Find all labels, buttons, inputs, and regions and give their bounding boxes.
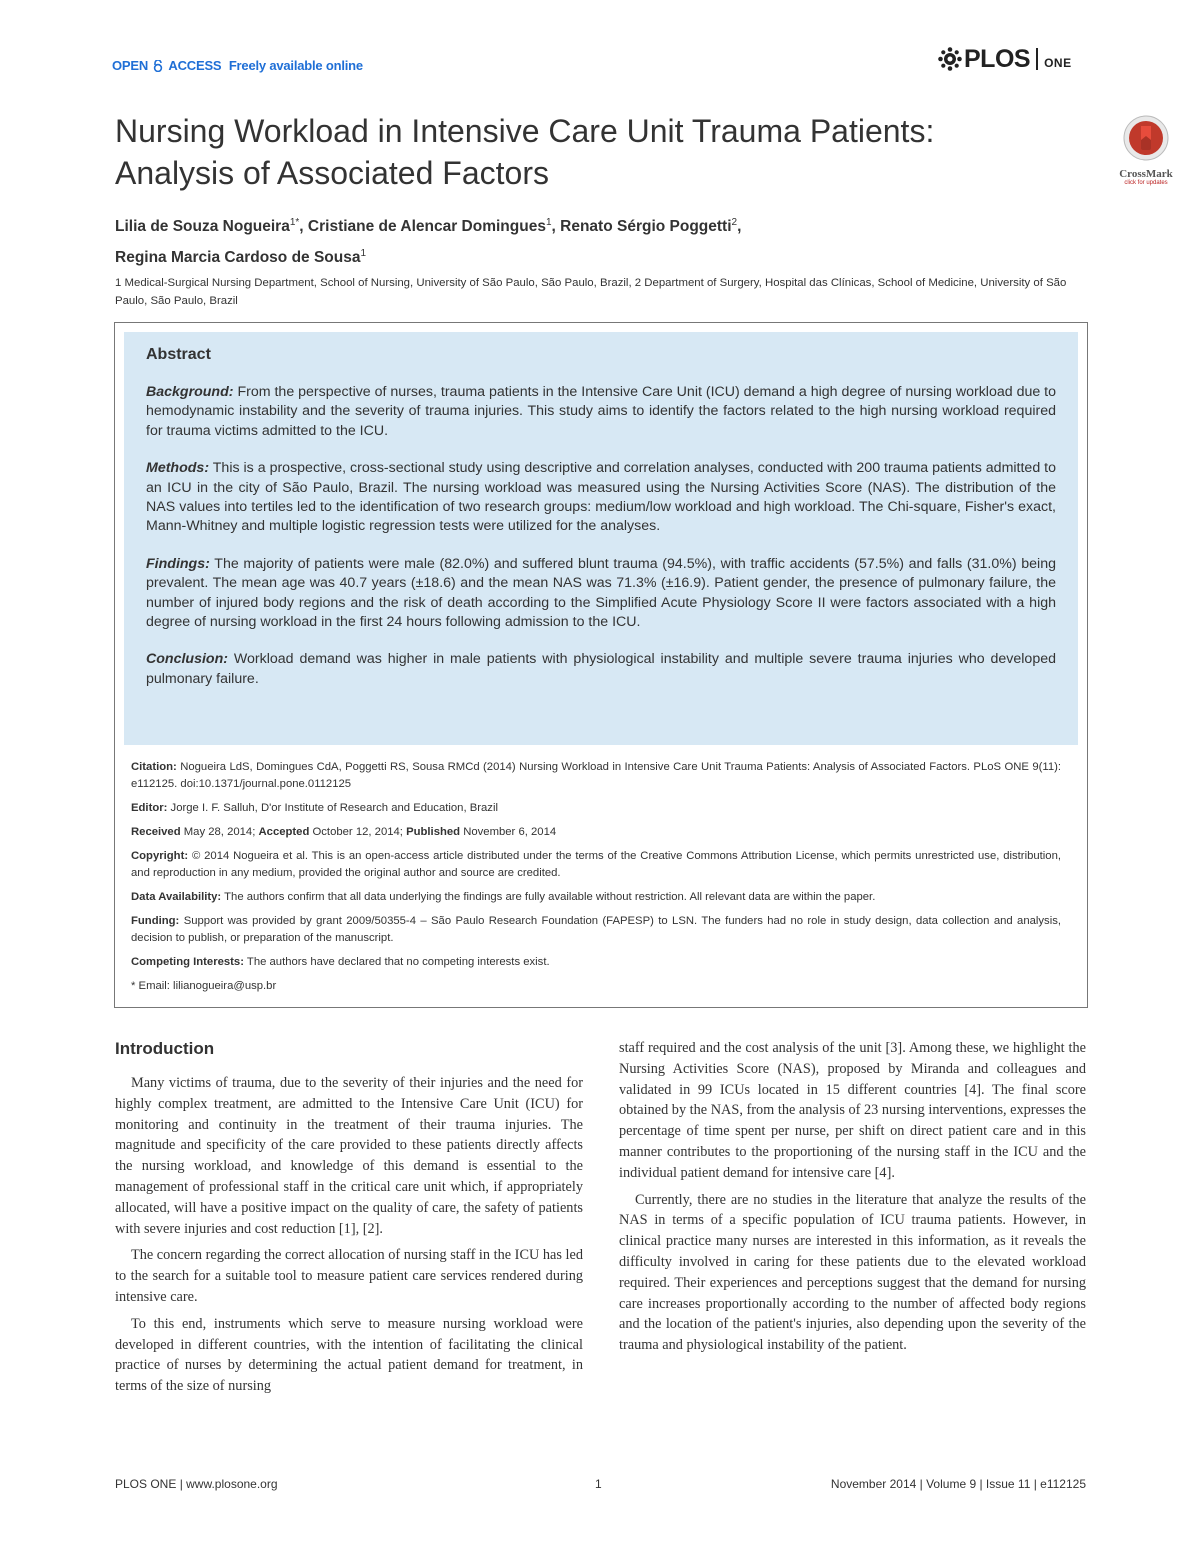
received-label: Received [131, 826, 181, 838]
logo-divider [1036, 48, 1038, 70]
article-metadata [131, 759, 1061, 1002]
accepted-date: October 12, 2014; [309, 826, 407, 838]
abstract-methods [146, 459, 1056, 537]
editor [131, 800, 1061, 817]
methods-label: Methods: [146, 460, 210, 477]
crossmark-label: CrossMark [1119, 168, 1173, 180]
author-separator: , [737, 218, 742, 236]
conclusion-text: Workload demand was higher in male patients with physiological instability and multiple severe trauma injuries who developed pulmonary failure. [146, 651, 1056, 687]
author-affiliation-sup: 1* [289, 217, 300, 228]
author-list [115, 209, 1115, 271]
body-paragraph: To this end, instruments which serve to measure nursing workload were developed in different countries, with the intention of facilitating the clinical practice of nurses by determining the actual patient demand for treatment, in terms of the size of nursing [115, 1315, 583, 1395]
crossmark-badge[interactable] [1106, 114, 1186, 186]
findings-label: Findings: [146, 555, 210, 572]
open-label: OPEN [112, 58, 149, 73]
body-paragraph: staff required and the cost analysis of the unit [3]. Among these, we highlight the Nursing Activities Score (NAS), proposed by Miranda and colleagues and validated in 99 ICUs located in 15 different countries [4]. The final score obtained by the NAS, from the analysis of 23 nursing interventions, expresses the percentage of time spent per nurse, per shift on direct patient care and in this manner contributes to the proportioning of the nursing staff in the ICU and the individual patient demand for intensive care [4]. [619, 1040, 1086, 1181]
funding-label: Funding: [131, 915, 180, 927]
introduction-heading: Introduction [115, 1039, 215, 1058]
plos-wordmark: PLOS [964, 45, 1031, 73]
author-separator: , [299, 218, 308, 236]
copyright-label: Copyright: [131, 850, 189, 862]
access-label: ACCESS [168, 58, 222, 73]
methods-text: This is a prospective, cross-sectional study using descriptive and correlation analyses, conducted with 200 trauma patients admitted to an ICU in the city of São Paulo, Brazil. The nursing workload was measured using the Nursing Activities Score (NAS). The distribution of the NAS values into tertiles led to the identification of two research groups: medium/low workload and high workload. The Chi-square, Fisher's exact, Mann-Whitney and multiple logistic regression tests were utilized for the analyses. [146, 460, 1056, 535]
body-paragraph: The concern regarding the correct allocation of nursing staff in the ICU has led to the search for a suitable tool to measure patient care services rendered during intensive care. [115, 1247, 583, 1305]
findings-text: The majority of patients were male (82.0%) and suffered blunt trauma (94.5%), with traffic accidents (57.5%) and falls (31.0%) being prevalent. The mean age was 40.7 years (±18.6) and the mean NAS was 71.3% (±16.9). Patient gender, the presence of pulmonary failure, the number of injured body regions and the risk of death according to the Simplified Acute Physiology Score II were factors associated with a high degree of nursing workload in the first 24 hours following admission to the ICU. [146, 555, 1056, 631]
article-title: Nursing Workload in Intensive Care Unit Trauma Patients: Analysis of Associated Factors [115, 113, 935, 191]
author-name[interactable]: Renato Sérgio Poggetti [560, 218, 732, 236]
competing-label: Competing Interests: [131, 956, 244, 968]
affiliations: 1 Medical-Surgical Nursing Department, School of Nursing, University of São Paulo, São Paulo, Brazil, 2 Department of Surgery, Hospital das Clínicas, School of Medicine, University of São Paulo, São Paulo, Brazil [115, 277, 1067, 307]
author-affiliation-sup: 2 [731, 217, 738, 228]
background-text: From the perspective of nurses, trauma patients in the Intensive Care Unit (ICU) demand a high degree of nursing workload due to hemodynamic instability and the severity of trauma injuries. This study aims to identify the factors related to the high nursing workload required for trauma victims admitted to the ICU. [146, 384, 1057, 439]
footer-journal[interactable]: PLOS ONE | www.plosone.org [115, 1477, 278, 1491]
abstract-heading: Abstract [146, 346, 211, 363]
dates [131, 824, 1061, 841]
data-availability [131, 889, 1061, 906]
body-paragraph: Currently, there are no studies in the literature that analyze the results of the NAS in terms of a specific population of ICU trauma patients. However, in clinical practice many nurses are interested in this information, as it reveals the difficulty involved in caring for these patients due to the elevated workload required. Their experiences and perceptions suggest that the demand for nursing care increases proportionally according to the number of affected body regions and the location of the patient's injuries, also depending upon the severity of the trauma and physiological instability of the patient. [619, 1191, 1086, 1354]
author-name[interactable]: Lilia de Souza Nogueira [115, 218, 290, 236]
open-access-badge[interactable] [112, 58, 363, 73]
corresponding-email[interactable]: * Email: lilianogueira@usp.br [131, 980, 277, 992]
accepted-label: Accepted [258, 826, 310, 838]
copyright-text: © 2014 Nogueira et al. This is an open-access article distributed under the terms of the Creative Commons Attribution License, which permits unrestricted use, distribution, and reproduction in any medium, provided the original author and source are credited. [131, 850, 1061, 879]
funding-text: Support was provided by grant 2009/50355-4 – São Paulo Research Foundation (FAPESP) to LSN. The funders had no role in study design, data collection and analysis, decision to publish, or preparation of the manuscript. [131, 915, 1061, 944]
abstract-conclusion [146, 650, 1056, 689]
author-affiliation-sup: 1 [545, 217, 552, 228]
published-date: November 6, 2014 [460, 826, 557, 838]
crossmark-icon [1122, 114, 1170, 162]
body-paragraph: Many victims of trauma, due to the severity of their injuries and the need for highly complex treatment, are admitted to the Intensive Care Unit (ICU) for monitoring and continuity in the treatment of their trauma injuries. The magnitude and specificity of the care provided to these patients directly affects the nursing workload, and knowledge of this demand is essential to the management of professional staff in the critical care unit which, if appropriately allocated, will have a positive impact on the quality of care, the safety of patients with severe injuries and cost reduction [1], [2]. [115, 1075, 583, 1237]
crossmark-sub: click for updates [1124, 180, 1168, 186]
editor-label: Editor: [131, 802, 168, 814]
author-separator: , [551, 218, 561, 236]
open-lock-icon [153, 60, 163, 72]
citation-label: Citation: [131, 761, 177, 773]
competing-interests [131, 954, 1061, 971]
abstract-findings [146, 555, 1056, 633]
competing-text: The authors have declared that no competing interests exist. [243, 956, 550, 968]
plos-one-logo[interactable] [938, 45, 1072, 74]
left-column [115, 1073, 583, 1397]
received-date: May 28, 2014; [180, 826, 259, 838]
page-number: 1 [595, 1477, 602, 1491]
data-text: The authors confirm that all data underlying the findings are fully available without restriction. All relevant data are within the paper. [221, 891, 876, 903]
editor-text: Jorge I. F. Salluh, D'or Institute of Research and Education, Brazil [167, 802, 498, 814]
freely-available-label: Freely available online [228, 58, 363, 73]
footer-issue: November 2014 | Volume 9 | Issue 11 | e112125 [830, 1477, 1086, 1491]
citation [131, 759, 1061, 793]
one-wordmark: ONE [1044, 56, 1072, 70]
abstract-box [124, 332, 1078, 745]
funding [131, 913, 1061, 947]
author-affiliation-sup: 1 [360, 248, 367, 260]
copyright [131, 848, 1061, 882]
author-name[interactable]: Regina Marcia Cardoso de Sousa [115, 249, 361, 267]
abstract-background [146, 383, 1056, 441]
data-label: Data Availability: [131, 891, 222, 903]
plos-sun-icon [938, 47, 962, 71]
right-column [619, 1038, 1086, 1356]
conclusion-label: Conclusion: [146, 651, 228, 668]
citation-text[interactable]: Nogueira LdS, Domingues CdA, Poggetti RS, Sousa RMCd (2014) Nursing Workload in Intensive Care Unit Trauma Patients: Analysis of Associated Factors. PLoS ONE 9(11): e112125. doi:10.1371/journal.pone.0112125 [131, 761, 1061, 790]
background-label: Background: [146, 384, 234, 400]
published-label: Published [406, 826, 461, 838]
author-name[interactable]: Cristiane de Alencar Domingues [307, 218, 546, 236]
